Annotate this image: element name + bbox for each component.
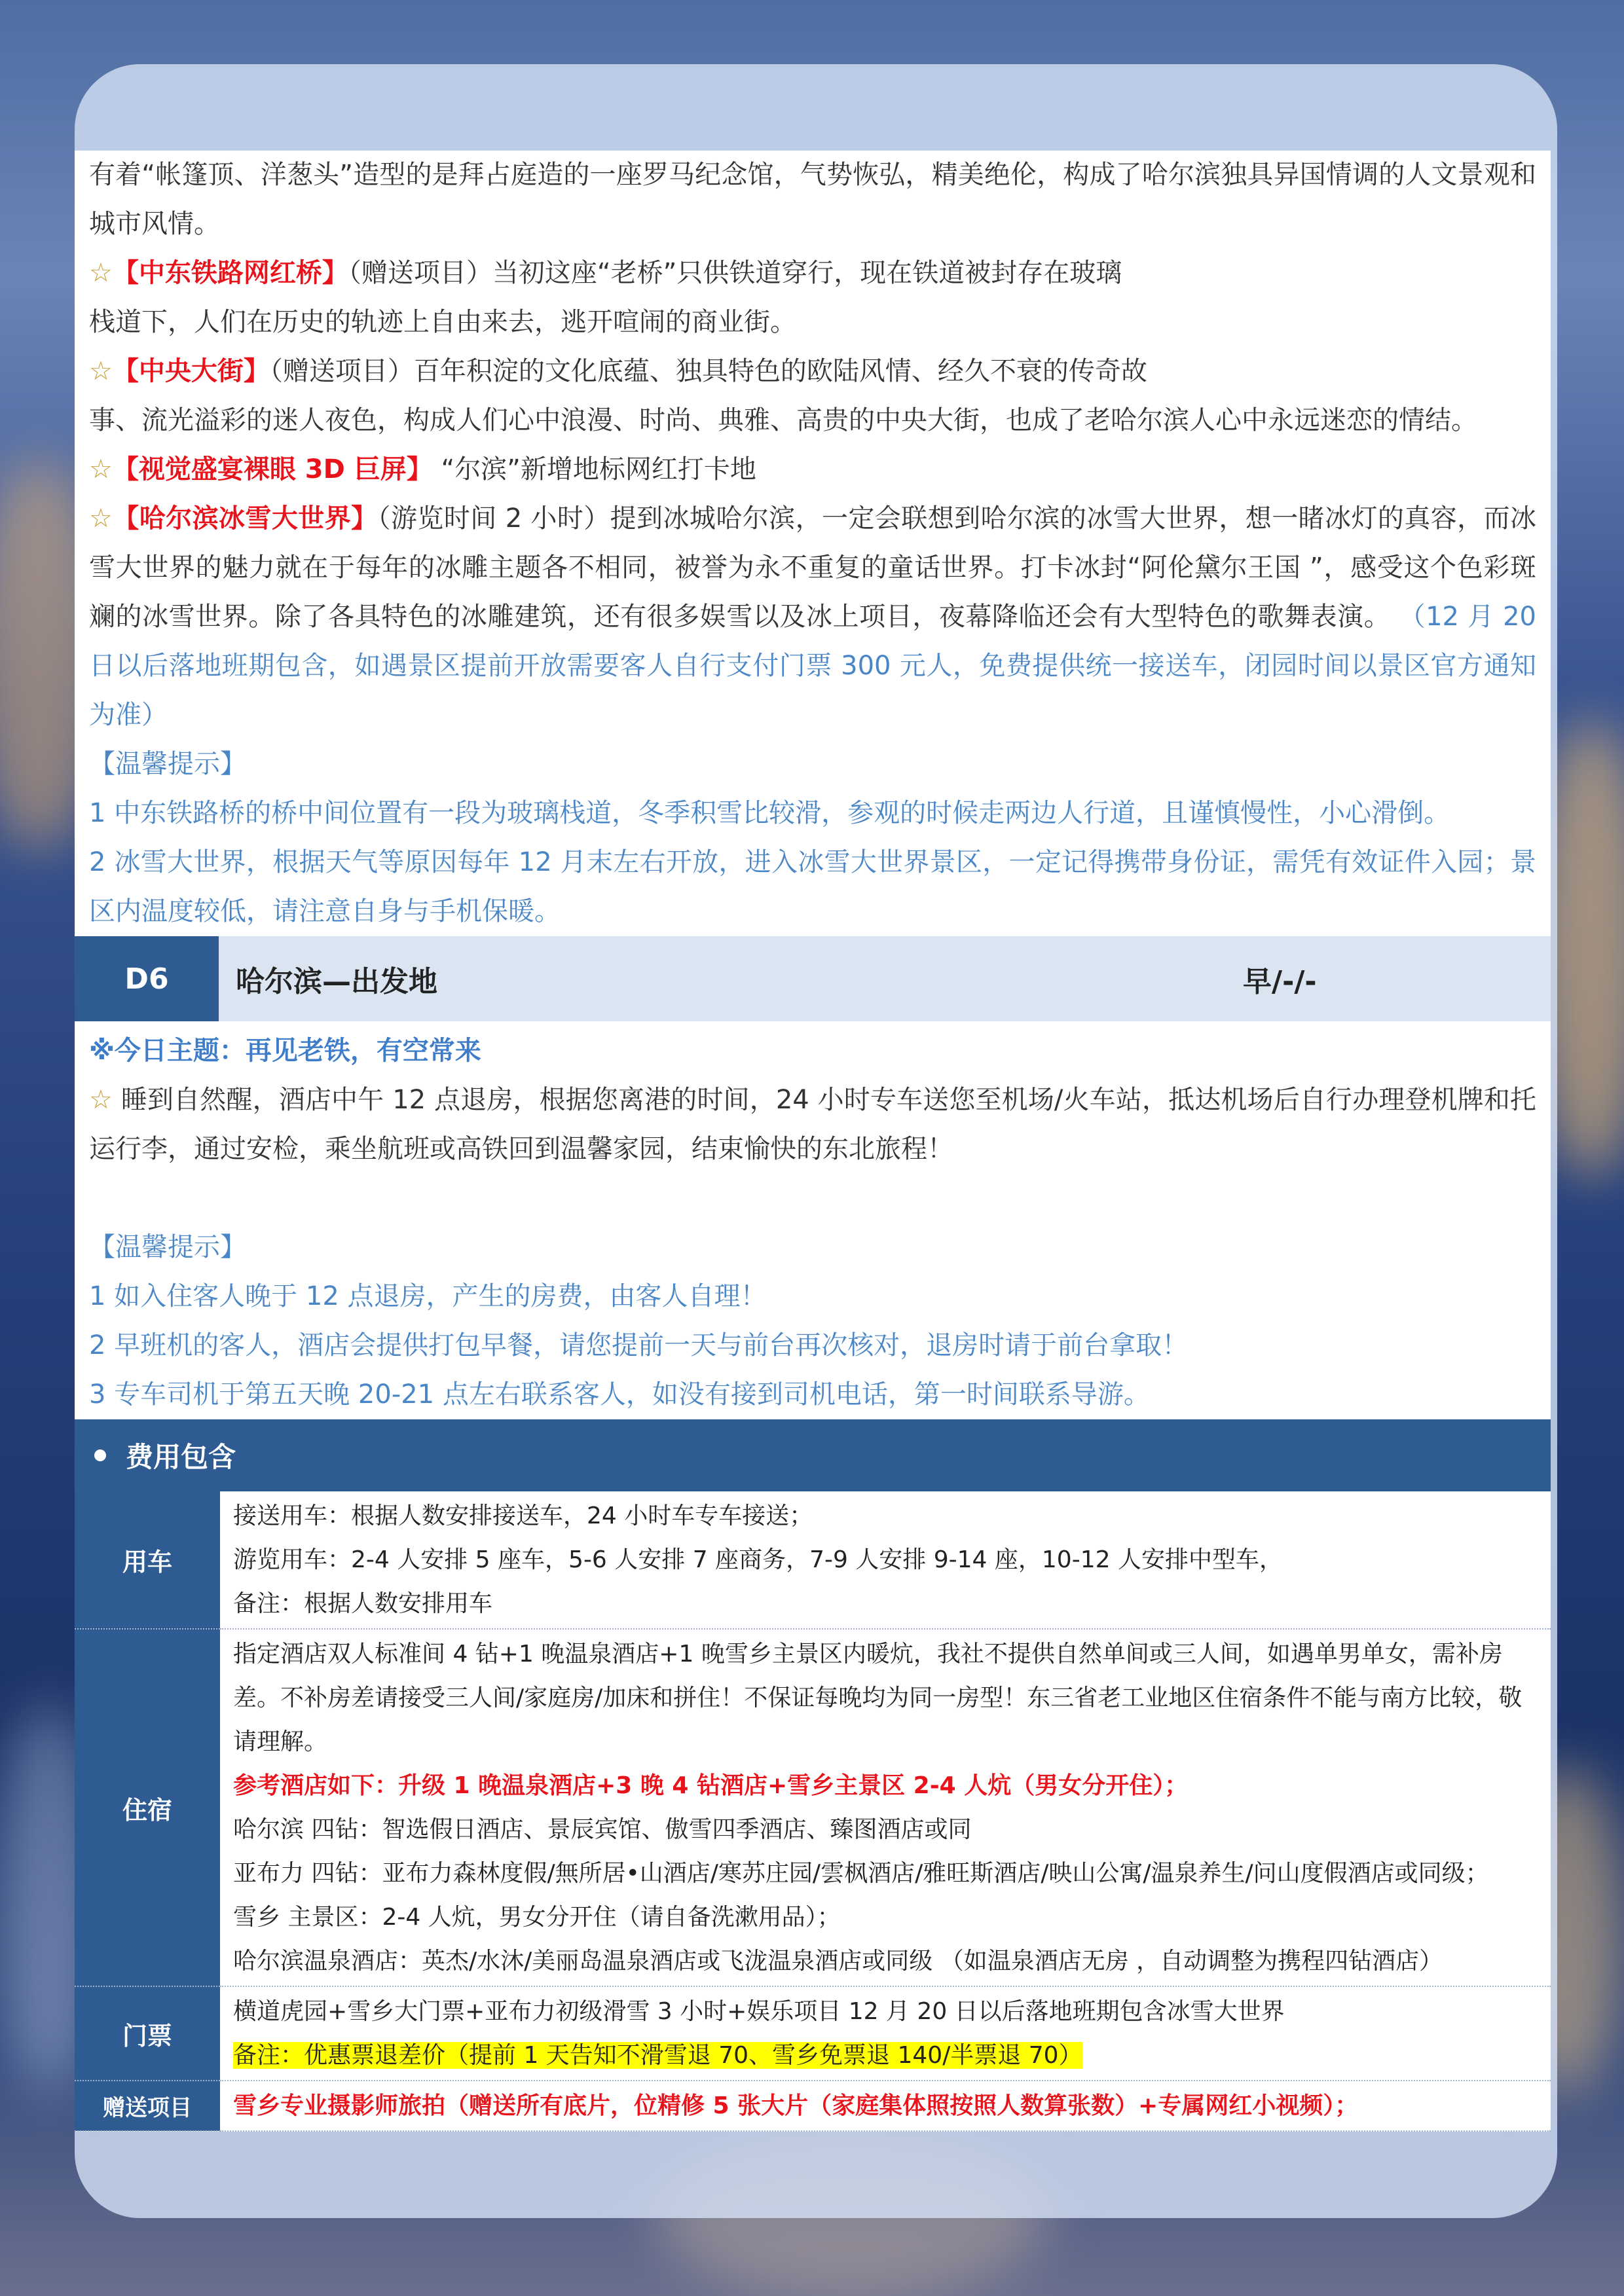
day-theme: ※今日主题：再见老铁，有空常来	[89, 1036, 481, 1066]
tip-item: 2 冰雪大世界，根据天气等原因每年 12 月末左右开放，进入冰雪大世界景区，一定记得携带身份证，需凭有效证件入园；景区内温度较低，请注意自身与手机保暖。	[89, 847, 1536, 926]
attraction-text: （赠送项目）百年积淀的文化底蕴、独具特色的欧陆风情、经久不衰的传奇故	[269, 356, 1147, 386]
day-text: 睡到自然醒，酒店中午 12 点退房，根据您离港的时间，24 小时专车送您至机场/火车站，抵达机场后自行办理登机牌和托运行李，通过安检，乘坐航班或高铁回到温馨家园，结束愉快的东北旅程！	[89, 1085, 1537, 1164]
attraction-text: （游览时间 2 小时）提到冰城哈尔滨，一定会联想到哈尔滨的冰雪大世界，想一睹冰灯的真容，而冰雪大世界的魅力就在于每年的冰雕主题各不相同，被誉为永不重复的童话世界。打卡冰封“阿伦黛尔王国 ”，感受这个色彩斑斓的冰雪世界。除了各具特色的冰雕建筑，还有很多娱雪以及冰上项目，夜幕降临还会有大型特色的歌舞表演。	[89, 503, 1537, 632]
fees-row-car	[75, 1491, 1551, 1629]
row-line-highlight: 备注：优惠票退差价（提前 1 天告知不滑雪退 70、雪乡免票退 140/半票退 70）	[233, 2042, 1082, 2069]
attraction-title: 【中东铁路网红桥】	[112, 258, 348, 288]
fees-title: 费用包含	[126, 1441, 236, 1473]
day-number: D6	[75, 936, 219, 1021]
star-icon: ☆	[89, 356, 113, 386]
tip-item: 3 专车司机于第五天晚 20-21 点左右联系客人，如没有接到司机电话，第一时间联系导游。	[89, 1379, 1150, 1410]
attraction-title: 【中央大街】	[112, 356, 270, 386]
fees-row-hotel	[75, 1629, 1551, 1986]
attraction-text: （赠送项目）当初这座“老桥”只供铁道穿行，现在铁道被封存在玻璃	[348, 258, 1122, 288]
row-line-highlight: 雪乡专业摄影师旅拍（赠送所有底片，位精修 5 张大片（家庭集体照按照人数算张数）+专属网红小视频）；	[233, 2092, 1359, 2119]
attraction-text: 事、流光溢彩的迷人夜色，构成人们心中浪漫、时尚、典雅、高贵的中央大街，也成了老哈尔滨人心中永远迷恋的情结。	[89, 405, 1477, 435]
row-label: 门票	[75, 1986, 220, 2081]
row-line: 指定酒店双人标准间 4 钻+1 晚温泉酒店+1 晚雪乡主景区内暖炕，我社不提供自然单间或三人间，如遇单男单女，需补房差。不补房差请接受三人间/家庭房/加床和拼住！不保证每晚均为同一房型！东三省老工业地区住宿条件不能与南方比较，敬请理解。	[233, 1641, 1522, 1755]
row-label: 用车	[75, 1491, 220, 1629]
attraction-central-street	[75, 347, 1551, 445]
attraction-3d-screen	[75, 445, 1551, 494]
bullet-icon	[94, 1449, 106, 1461]
content-card	[75, 64, 1557, 2218]
row-line: 亚布力 四钻：亚布力森林度假/無所居•山酒店/寒苏庄园/雲枫酒店/雅旺斯酒店/映山公寓/温泉养生/问山度假酒店或同级；	[233, 1860, 1489, 1887]
fees-section-header	[75, 1419, 1551, 1491]
star-icon: ☆	[89, 503, 113, 534]
row-line: 横道虎园+雪乡大门票+亚布力初级滑雪 3 小时+娱乐项目 12 月 20 日以后落地班期包含冰雪大世界	[233, 1998, 1285, 2025]
attraction-text: 栈道下，人们在历史的轨迹上自由来去，逃开喧闹的商业街。	[89, 307, 796, 337]
itinerary-content	[75, 151, 1551, 2132]
star-icon: ☆	[89, 1085, 113, 1115]
row-line: 哈尔滨温泉酒店：英杰/水沐/美丽岛温泉酒店或飞泷温泉酒店或同级 （如温泉酒店无房 ，自动调整为携程四钻酒店）	[233, 1948, 1443, 1975]
attraction-title: 【哈尔滨冰雪大世界】	[113, 503, 378, 534]
row-label: 赠送项目	[75, 2081, 220, 2131]
attraction-bridge	[75, 249, 1551, 347]
tip-item: 1 中东铁路桥的桥中间位置有一段为玻璃栈道，冬季积雪比较滑，参观的时候走两边人行道，且谨慎慢性，小心滑倒。	[89, 798, 1450, 828]
fees-row-ticket	[75, 1986, 1551, 2081]
attraction-ice-world	[75, 494, 1551, 740]
attraction-title: 【视觉盛宴裸眼 3D 巨屏】	[112, 454, 433, 484]
row-content	[220, 1986, 1551, 2081]
row-content	[220, 2081, 1551, 2131]
star-icon: ☆	[89, 454, 113, 484]
day-description	[75, 1076, 1551, 1174]
attraction-note: （12 月 20 日以后落地班期包含，如遇景区提前开放需要客人自行支付门票 300 元人，免费提供统一接送车，闭园时间以景区官方通知为准）	[89, 602, 1536, 730]
tips-title: 【温馨提示】	[89, 749, 246, 779]
tip-item: 2 早班机的客人，酒店会提供打包早餐，请您提前一天与前台再次核对，退房时请于前台拿取！	[89, 1330, 1189, 1360]
fees-table	[75, 1491, 1551, 2132]
tip-item: 1 如入住客人晚于 12 点退房，产生的房费，由客人自理！	[89, 1281, 767, 1311]
row-content	[220, 1491, 1551, 1629]
fees-row-gift	[75, 2081, 1551, 2131]
row-line: 雪乡 主景区：2-4 人炕，男女分开住（请自备洗漱用品）；	[233, 1904, 841, 1931]
row-line-highlight: 参考酒店如下：升级 1 晚温泉酒店+3 晚 4 钻酒店+雪乡主景区 2-4 人炕（男女分开住）；	[233, 1772, 1189, 1799]
row-line: 接送用车：根据人数安排接送车，24 小时车专车接送；	[233, 1503, 813, 1529]
day-route: 哈尔滨—出发地	[236, 965, 437, 998]
attraction-text: “尔滨”新增地标网红打卡地	[432, 454, 756, 484]
row-content	[220, 1629, 1551, 1986]
spacer	[75, 1174, 1551, 1223]
tips-title: 【温馨提示】	[89, 1232, 246, 1262]
row-label: 住宿	[75, 1629, 220, 1986]
row-line: 哈尔滨 四钻：智选假日酒店、景辰宾馆、傲雪四季酒店、臻图酒店或同	[233, 1816, 972, 1843]
day-header	[75, 936, 1551, 1021]
day-meals: 早/-/-	[1243, 965, 1317, 998]
row-line: 备注：根据人数安排用车	[233, 1590, 493, 1617]
intro-text: 有着“帐篷顶、洋葱头”造型的是拜占庭造的一座罗马纪念馆，气势恢弘，精美绝伦，构成了哈尔滨独具异国情调的人文景观和城市风情。	[89, 160, 1536, 239]
row-line: 游览用车：2-4 人安排 5 座车，5-6 人安排 7 座商务，7-9 人安排 9-14 座，10-12 人安排中型车，	[233, 1546, 1283, 1573]
intro-paragraph	[75, 151, 1551, 249]
star-icon: ☆	[89, 258, 113, 288]
